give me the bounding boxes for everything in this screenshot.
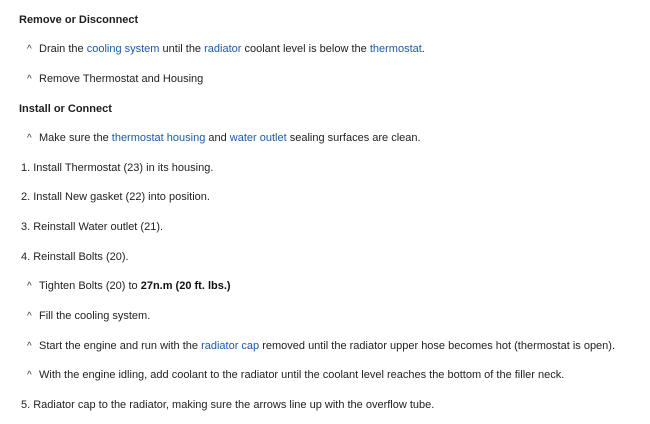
bullet-caret-icon: ^ bbox=[27, 133, 32, 144]
bullet-caret-icon: ^ bbox=[27, 44, 32, 55]
bullet-caret-icon: ^ bbox=[27, 281, 32, 292]
radiator-cap-link[interactable]: radiator cap bbox=[201, 340, 260, 352]
step-add-coolant-idling: ^ With the engine idling, add coolant to the radiator until the coolant level reaches the bottom of the filler neck. bbox=[27, 369, 565, 381]
step-1-install-thermostat: 1. Install Thermostat (23) in its housing. bbox=[21, 162, 214, 174]
step-drain-cooling-system: ^ Drain the cooling system until the radiator coolant level is below the thermostat. bbox=[27, 43, 425, 55]
step-5-radiator-cap: 5. Radiator cap to the radiator, making sure the arrows line up with the overflow tube. bbox=[21, 399, 435, 411]
thermostat-housing-link[interactable]: thermostat housing bbox=[111, 132, 206, 144]
step-start-engine: ^ Start the engine and run with the radiator cap removed until the radiator upper hose becomes hot (thermostat is open). bbox=[27, 340, 616, 352]
thermostat-link[interactable]: thermostat bbox=[369, 43, 422, 55]
torque-spec: 27n.m (20 ft. lbs.) bbox=[140, 280, 231, 292]
water-outlet-link[interactable]: water outlet bbox=[229, 132, 287, 144]
step-remove-thermostat: ^ Remove Thermostat and Housing bbox=[27, 73, 204, 85]
bullet-caret-icon: ^ bbox=[27, 311, 32, 322]
install-heading: Install or Connect bbox=[19, 103, 112, 115]
remove-heading: Remove or Disconnect bbox=[19, 14, 139, 26]
step-fill-cooling-system: ^ Fill the cooling system. bbox=[27, 310, 151, 322]
step-check-sealing-surfaces: ^ Make sure the thermostat housing and water outlet sealing surfaces are clean. bbox=[27, 132, 421, 144]
bullet-caret-icon: ^ bbox=[27, 74, 32, 85]
step-4-reinstall-bolts: 4. Reinstall Bolts (20). bbox=[21, 251, 129, 263]
step-2-install-gasket: 2. Install New gasket (22) into position. bbox=[21, 191, 210, 203]
bullet-caret-icon: ^ bbox=[27, 341, 32, 352]
bullet-caret-icon: ^ bbox=[27, 370, 32, 381]
radiator-link[interactable]: radiator bbox=[204, 43, 242, 55]
step-3-reinstall-water-outlet: 3. Reinstall Water outlet (21). bbox=[21, 221, 164, 233]
cooling-system-link[interactable]: cooling system bbox=[86, 43, 160, 55]
step-tighten-bolts: ^ Tighten Bolts (20) to 27n.m (20 ft. lbs.) bbox=[27, 280, 231, 292]
